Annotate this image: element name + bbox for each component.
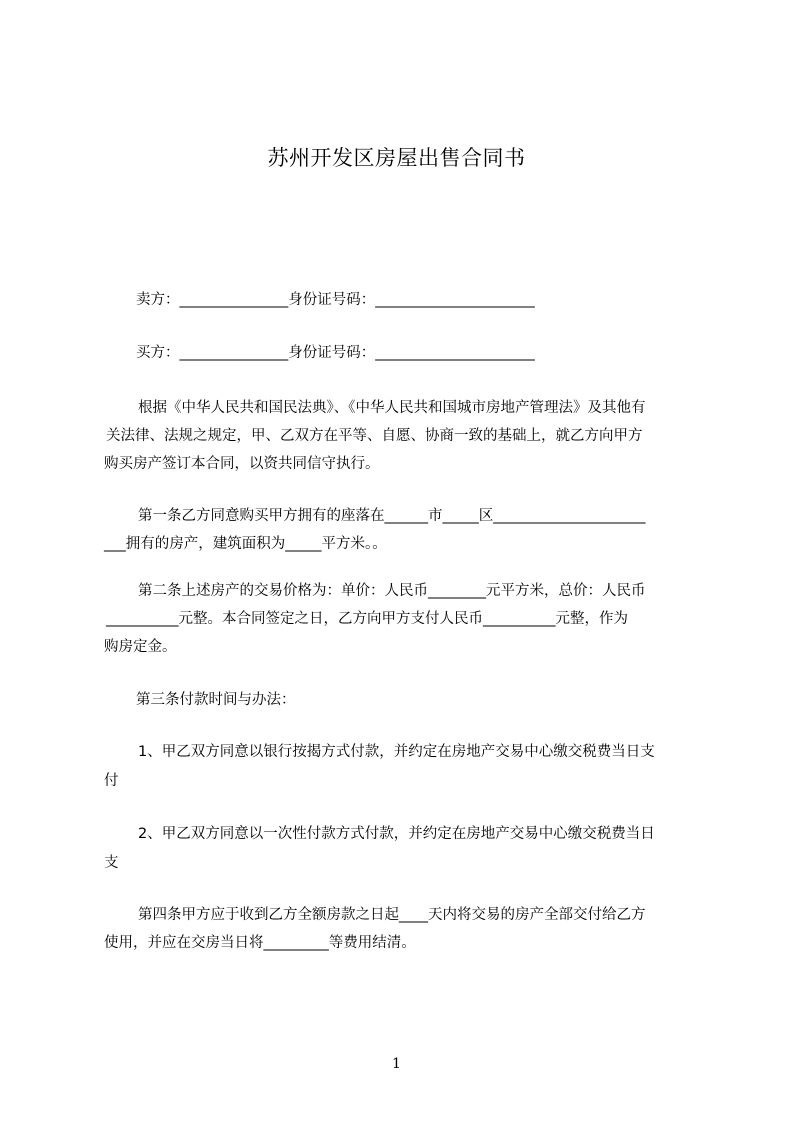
article1-line-2: ___拥有的房产，建筑面积为_____平方米。。 (104, 536, 387, 552)
article3-item1-line-1: 1、甲乙双方同意以银行按揭方式付款，并约定在房地产交易中心缴交税费当日支 (138, 744, 655, 760)
page-number: 1 (392, 1056, 401, 1072)
article1-line-1: 第一条乙方同意购买甲方拥有的座落在______市_____区_____________________ (138, 508, 646, 524)
preamble-line-3: 购买房产签订本合同，以资共同信守执行。 (104, 456, 380, 472)
article2-line-3: 购房定金。 (104, 639, 177, 655)
article4-line-1: 第四条甲方应于收到乙方全额房款之日起____天内将交易的房产全部交付给乙方 (138, 907, 646, 923)
preamble-line-1: 根据《中华人民共和国民法典》、《中华人民共和国城市房地产管理法》及其他有 (138, 400, 646, 416)
article4-line-2: 使用，并应在交房当日将_________等费用结清。 (104, 935, 416, 951)
article3-item2-line-2: 支 (104, 855, 119, 871)
buyer-line: 买方：_______________身份证号码：______________________ (136, 345, 535, 361)
article2-line-2: __________元整。本合同签定之日，乙方向甲方支付人民币__________元整，作为 (106, 611, 628, 627)
article3-item2-line-1: 2、甲乙双方同意以一次性付款方式付款，并约定在房地产交易中心缴交税费当日 (138, 826, 655, 842)
article2-line-1: 第二条上述房产的交易价格为：单价：人民币________元平方米，总价：人民币 (138, 583, 646, 599)
seller-line: 卖方：_______________身份证号码：______________________ (136, 292, 535, 308)
article3-heading: 第三条付款时间与办法： (136, 692, 296, 708)
document-title: 苏州开发区房屋出售合同书 (267, 146, 526, 170)
preamble-line-2: 关法律、法规之规定，甲、乙双方在平等、自愿、协商一致的基础上，就乙方向甲方 (106, 428, 643, 444)
article3-item1-line-2: 付 (104, 773, 119, 789)
